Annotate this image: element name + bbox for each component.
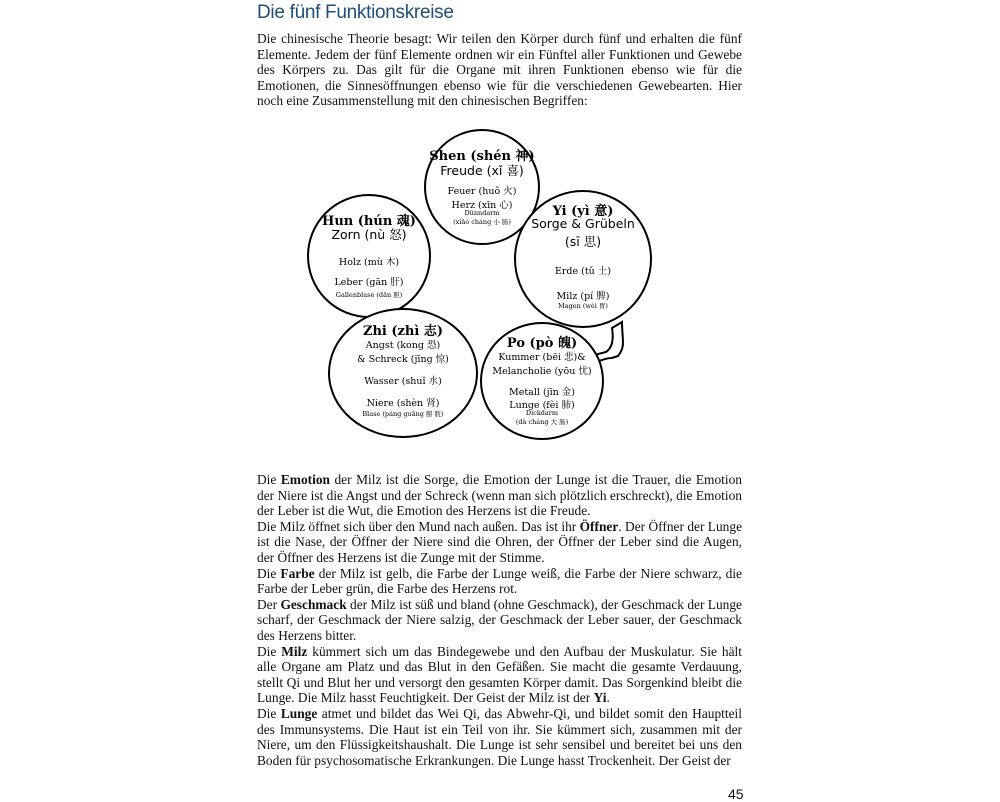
shen-emotion: Freude (xǐ 喜)	[440, 163, 524, 178]
bold-term: Lunge	[280, 705, 318, 721]
circle-hun-wood	[307, 194, 431, 318]
zhi-partner: Blase (páng guāng 膀 胱)	[362, 410, 444, 418]
yi-element: Erde (tǔ 土)	[554, 266, 612, 277]
po-partner-cn: (dà cháng 大 肠)	[515, 418, 569, 426]
body-text	[257, 472, 742, 768]
zhi-organ: Niere (shèn 肾)	[366, 398, 440, 409]
paragraph-taste: Der Geschmack der Milz ist süß und bland (ohne Geschmack), der Geschmack der Lunge scharf, der Geschmack der Niere salzig, der Geschmack der Leber sauer, der Geschmack des Herzens bitter.	[257, 596, 742, 643]
yi-emotion-cn: (sī 思)	[564, 234, 602, 249]
paragraph-color: Die Farbe der Milz ist gelb, die Farbe der Lunge weiß, die Farbe der Niere schwarz, die Farbe der Leber grün, die Farbe des Herzens rot.	[257, 565, 742, 597]
five-elements-diagram	[300, 122, 660, 442]
yi-partner: Magen (wèi 胃)	[558, 302, 608, 310]
hun-element: Holz (mù 木)	[338, 257, 400, 268]
paragraph-spleen: Die Milz kümmert sich um das Bindegewebe und den Aufbau der Muskulatur. Sie hält alle Organe am Platz und das Blut in den Gefäßen. Sie macht die gesamte Verdauung, stellt Qi und Blut her und versorgt den gesamten Körper damit. Das Sorgenkind bleibt die Lunge. Die Milz hasst Feuchtigkeit. Der Geist der Milz ist der Yi.	[257, 643, 743, 706]
shen-element: Feuer (huǒ 火)	[447, 186, 517, 197]
po-partner: Dickdarm	[525, 409, 559, 417]
po-organ: Lunge (fèi 肺)	[509, 400, 575, 411]
bold-term: Yi	[593, 690, 607, 706]
page-title: Die fünf Funktionskreise	[257, 2, 454, 23]
bold-term: Öffner	[579, 518, 619, 534]
po-element: Metall (jīn 金)	[509, 387, 575, 398]
po-emotion2: Melancholie (yōu 忧)	[492, 366, 592, 377]
po-emotion: Kummer (bēi 悲)&	[498, 352, 586, 363]
bold-term: Milz	[281, 643, 308, 659]
zhi-emotion: Angst (kong 恐)	[365, 340, 441, 351]
paragraph-opener: Die Milz öffnet sich über den Mund nach außen. Das ist ihr Öffner. Der Öffner der Lunge ist die Nase, der Öffner der Niere sind die Ohren, der Öffner der Leber sind die Augen, der Öffner des Herzens ist die Zunge mit der Stimme.	[257, 518, 743, 565]
hun-title: Hun (hún 魂)	[322, 214, 416, 229]
circle-zhi-water	[328, 308, 478, 438]
bold-term: Farbe	[280, 565, 315, 581]
yi-emotion: Sorge & Grübeln	[531, 216, 635, 231]
bold-term: Geschmack	[280, 596, 347, 612]
po-title: Po (pò 魄)	[506, 336, 578, 351]
hun-partner: Gallenblase (dǎn 胆)	[335, 291, 403, 299]
paragraph-emotion: Die Emotion der Milz ist die Sorge, die Emotion der Lunge ist die Trauer, die Emotion der Niere ist die Angst und der Schreck (wenn man sich plötzlich erschreckt), die Emotion der Leber ist die Wut, die Emotion des Herzens ist die Freude.	[257, 472, 743, 519]
paragraph-lung: Die Lunge atmet und bildet das Wei Qi, das Abwehr-Qi, und bildet somit den Hauptteil des Immunsystems. Die Haut ist ein Teil von ihr. Sie kümmert sich, zusammen mit der Niere, um den Flüssigkeitshaushalt. Die Lunge ist sehr sensibel und bereitet bei uns den Boden für psychosomatische Erkrankungen. Die Lunge hasst Trockenheit. Der Geist der	[257, 705, 742, 768]
circle-po-metal	[480, 322, 604, 440]
circle-yi-earth	[514, 190, 652, 328]
shen-organ: Herz (xīn 心)	[451, 200, 513, 211]
yi-title: Yi (yì 意)	[552, 204, 614, 219]
hun-emotion: Zorn (nù 怒)	[331, 227, 407, 242]
zhi-element: Wasser (shuǐ 水)	[364, 376, 442, 387]
zhi-title: Zhi (zhì 志)	[362, 324, 443, 339]
yi-organ: Milz (pí 脾)	[556, 291, 610, 302]
zhi-emotion2: & Schreck (jīng 惊)	[357, 354, 449, 365]
hun-organ: Leber (gān 肝)	[334, 277, 404, 288]
bold-term: Emotion	[280, 472, 330, 487]
shen-partner: Dünndarm	[464, 209, 500, 217]
shen-title: Shen (shén 神)	[429, 149, 535, 164]
intro-paragraph: Die chinesische Theorie besagt: Wir teilen den Körper durch fünf und erhalten die fünf Elemente. Jedem der fünf Elemente ordnen wir ein Fünftel aller Funktionen und Gewebe des Körpers zu. Das gilt für die Organe mit ihren Funktionen ebenso wie für die Emotionen, die Sinnesöffnungen ebenso wie für die verschiedenen Gewebearten. Hier noch eine Zusammenstellung mit den chinesischen Begriffen:	[257, 31, 742, 109]
shen-partner-cn: (xiǎo cháng 小 肠)	[453, 218, 511, 226]
page-number: 45	[728, 786, 744, 802]
